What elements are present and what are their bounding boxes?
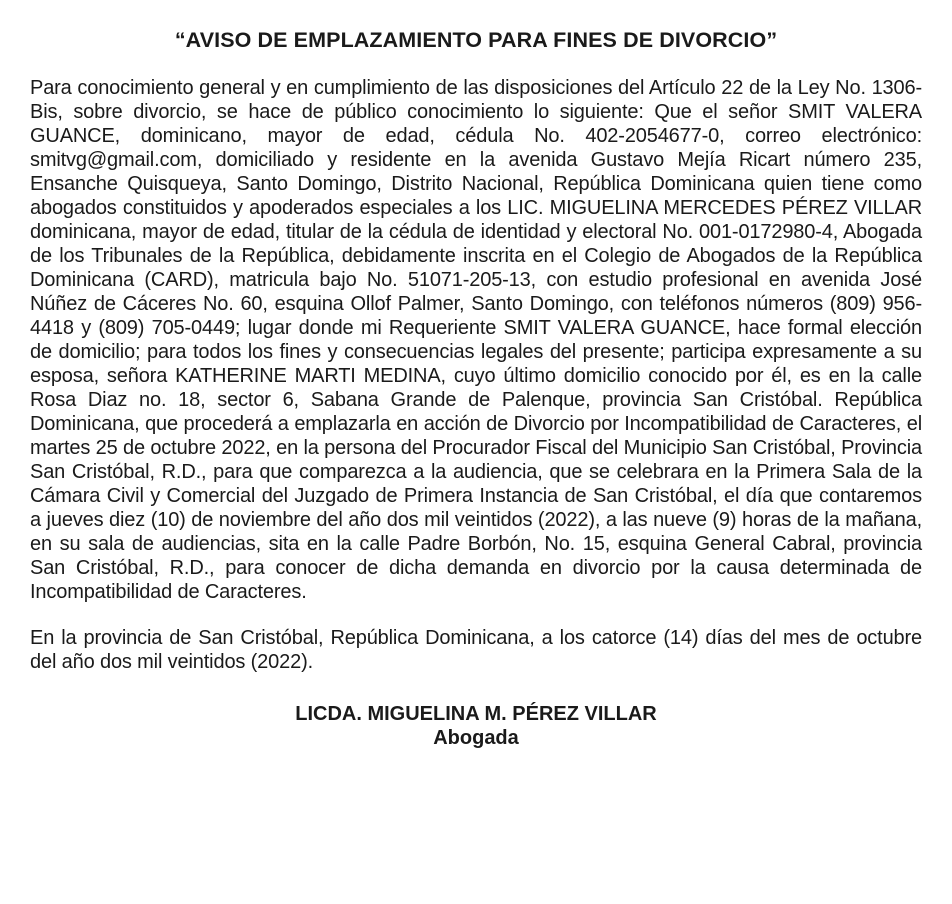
notice-closing-paragraph: En la provincia de San Cristóbal, República Dominicana, a los catorce (14) días del mes de octubre del año dos mil veintidos (2022).: [30, 626, 922, 673]
signatory-name: LICDA. MIGUELINA M. PÉREZ VILLAR: [295, 702, 657, 725]
signature-block: [30, 702, 922, 750]
notice-title: “AVISO DE EMPLAZAMIENTO PARA FINES DE DIVORCIO”: [174, 28, 778, 52]
signatory-role: Abogada: [433, 726, 519, 749]
notice-body-paragraph: Para conocimiento general y en cumplimiento de las disposiciones del Artículo 22 de la Ley No. 1306-Bis, sobre divorcio, se hace de público conocimiento lo siguiente: Que el señor SMIT VALERA GUANCE, dominicano, mayor de edad, cédula No. 402-2054677-0, correo electrónico: smitvg@gmail.com, domiciliado y residente en la avenida Gustavo Mejía Ricart número 235, Ensanche Quisqueya, Santo Domingo, Distrito Nacional, República Dominicana quien tiene como abogados constituidos y apoderados especiales a los LIC. MIGUELINA MERCEDES PÉREZ VILLAR dominicana, mayor de edad, titular de la cédula de identidad y electoral No. 001-0172980-4, Abogada de los Tribunales de la República, debidamente inscrita en el Colegio de Abogados de la República Dominicana (CARD), matricula bajo No. 51071-205-13, con estudio profesional en avenida José Núñez de Cáceres No. 60, esquina Ollof Palmer, Santo Domingo, con teléfonos números (809) 956-4418 y (809) 705-0449; lugar donde mi Requeriente SMIT VALERA GUANCE, hace formal elección de domicilio; para todos los fines y consecuencias legales del presente; participa expresamente a su esposa, señora KATHERINE MARTI MEDINA, cuyo último domicilio conocido por él, es en la calle Rosa Diaz no. 18, sector 6, Sabana Grande de Palenque, provincia San Cristóbal. República Dominicana, que procederá a emplazarla en acción de Divorcio por Incompatibilidad de Caracteres, el martes 25 de octubre 2022, en la persona del Procurador Fiscal del Municipio San Cristóbal, Provincia San Cristóbal, R.D., para que comparezca a la audiencia, que se celebrara en la Primera Sala de la Cámara Civil y Comercial del Juzgado de Primera Instancia de San Cristóbal, el día que contaremos a jueves diez (10) de noviembre del año dos mil veintidos (2022), a las nueve (9) horas de la mañana, en su sala de audiencias, sita en la calle Padre Borbón, No. 15, esquina General Cabral, provincia San Cristóbal, R.D., para conocer de dicha demanda en divorcio por la causa determinada de Incompatibilidad de Caracteres.: [30, 76, 922, 603]
